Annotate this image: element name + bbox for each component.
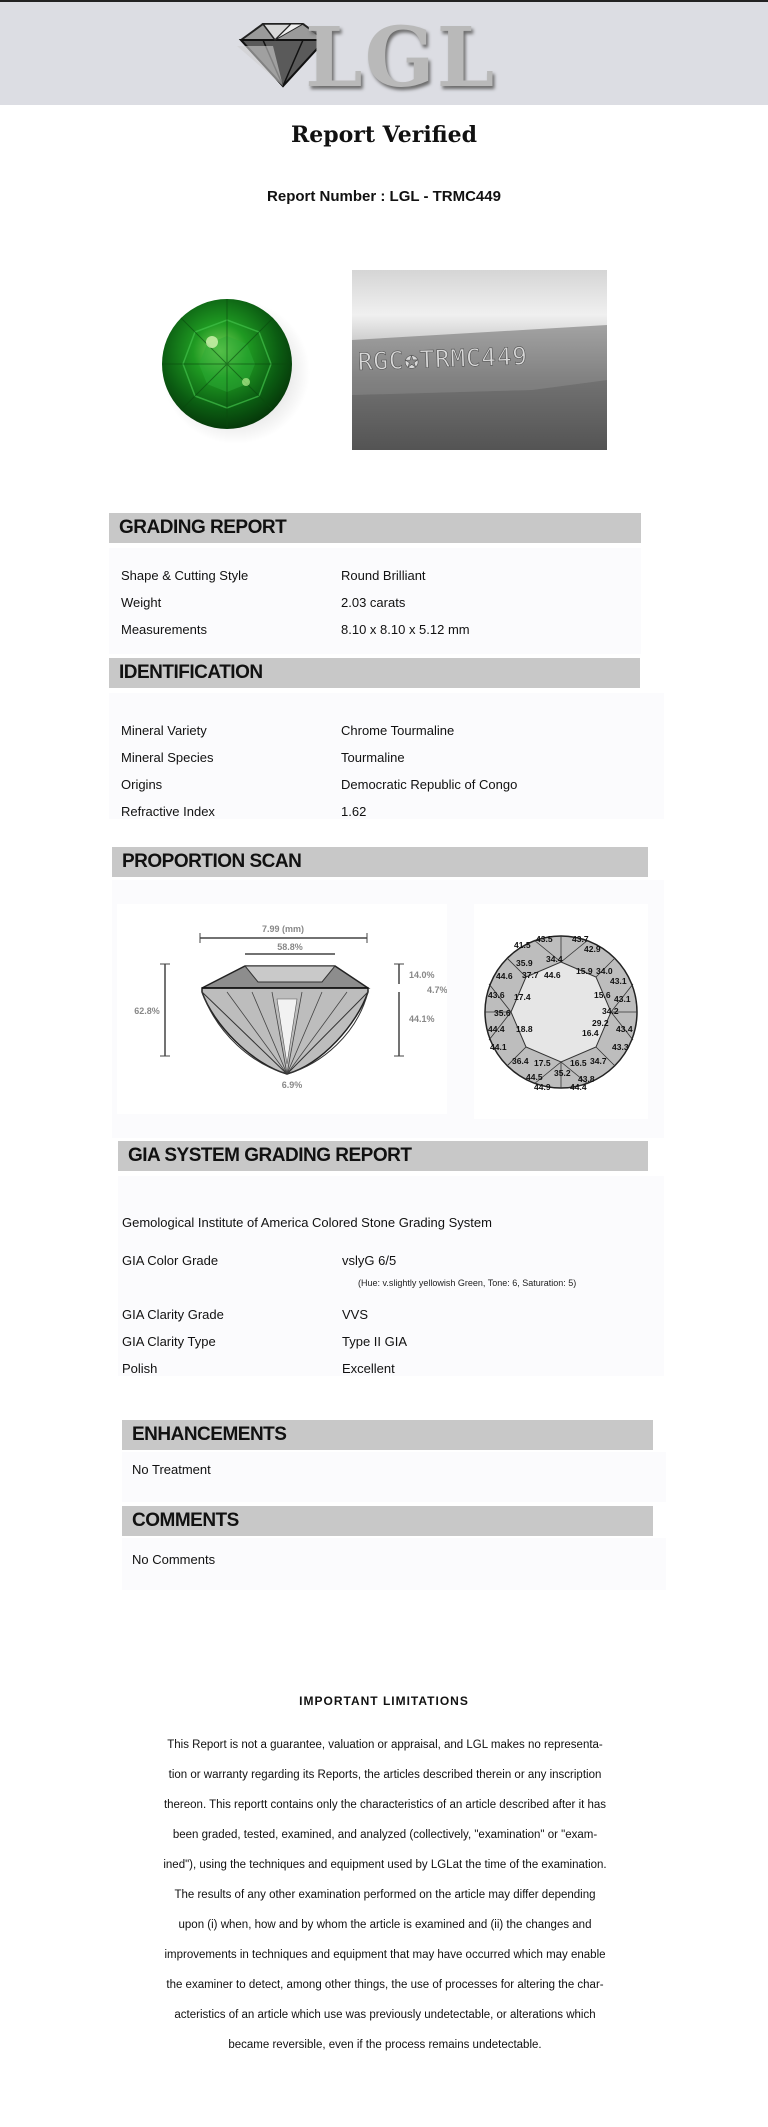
proportion-scan-card: [112, 880, 664, 1138]
row-label: GIA Clarity Grade: [122, 1307, 224, 1322]
crown-label: 14.0%: [409, 970, 435, 980]
facet-value-label: 44.9: [534, 1082, 551, 1092]
row-label: GIA Color Grade: [122, 1253, 219, 1268]
page-title: Report Verified: [290, 122, 478, 148]
row-value: 1.62: [341, 804, 367, 819]
facet-value-label: 44.4: [488, 1024, 505, 1034]
facet-value-label: 44.1: [490, 1042, 507, 1052]
row-label: GIA Clarity Type: [122, 1334, 216, 1349]
limitations-line: improvements in techniques and equipment that may have occurred which may enable: [164, 1949, 606, 1961]
comments-text: No Comments: [132, 1552, 216, 1567]
inscription-text: RGC✪TRMC449: [357, 342, 529, 376]
facet-value-label: 15.9: [576, 966, 593, 976]
facet-value-label: 16.5: [570, 1058, 587, 1068]
culet-label: 6.9%: [281, 1080, 303, 1090]
facet-value-label: 18.8: [516, 1024, 533, 1034]
facet-value-label: 17.4: [514, 992, 531, 1002]
row-label: Shape & Cutting Style: [121, 568, 249, 583]
facet-value-label: 36.4: [512, 1056, 529, 1066]
grading-report-card: [109, 548, 641, 654]
limitations-line: This Report is not a guarantee, valuation or appraisal, and LGL makes no representa-: [167, 1739, 603, 1751]
facet-value-label: 43.1: [610, 976, 627, 986]
facet-value-label: 34.2: [602, 1006, 619, 1016]
facet-value-label: 15.6: [594, 990, 611, 1000]
facet-value-label: 34.4: [546, 954, 563, 964]
facet-value-label: 35.9: [516, 958, 533, 968]
inscription-photo: [352, 270, 607, 450]
diameter-label: 7.99 (mm): [261, 924, 305, 934]
color-grade-note: (Hue: v.slightly yellowish Green, Tone: 6, Saturation: 5): [358, 1278, 577, 1288]
facet-value-label: 44.5: [526, 1072, 543, 1082]
row-value: Democratic Republic of Congo: [341, 777, 518, 792]
row-value: VVS: [342, 1307, 369, 1322]
enhancements-card: [122, 1452, 666, 1502]
limitations-line: tion or warranty regarding its Reports, the articles described therein or any inscription: [168, 1769, 602, 1781]
girdle-label: 4.7%: [427, 985, 447, 995]
facet-value-label: 43.4: [616, 1024, 633, 1034]
facet-value-label: 43.6: [488, 990, 505, 1000]
facet-value-label: 34.7: [590, 1056, 607, 1066]
enhancements-text: No Treatment: [132, 1462, 211, 1477]
facet-value-label: 35.6: [494, 1008, 511, 1018]
row-label: Refractive Index: [121, 804, 215, 819]
limitations-title: IMPORTANT LIMITATIONS: [299, 1694, 469, 1708]
limitations-line: upon (i) when, how and by whom the article is examined and (ii) the changes and: [178, 1919, 592, 1931]
pavilion-label: 44.1%: [409, 1014, 435, 1024]
limitations-line: The results of any other examination performed on the article may differ depending: [174, 1889, 596, 1901]
facet-value-label: 41.5: [514, 940, 531, 950]
row-value: Tourmaline: [341, 750, 405, 765]
comments-header: COMMENTS: [122, 1506, 653, 1536]
limitations-line: ined"), using the techniques and equipment used by LGLat the time of the examination.: [163, 1859, 607, 1871]
limitations-line: became reversible, even if the process remains undetectable.: [228, 2039, 542, 2051]
facet-value-label: 16.4: [582, 1028, 599, 1038]
row-value: Excellent: [342, 1361, 395, 1376]
top-view-diagram: [474, 904, 648, 1119]
identification-card: [109, 693, 664, 819]
proportion-scan-header: PROPORTION SCAN: [112, 847, 648, 877]
row-label: Measurements: [121, 622, 207, 637]
gemstone-photo: [136, 270, 324, 460]
total-depth-label: 62.8%: [134, 1006, 160, 1016]
row-value: Round Brilliant: [341, 568, 426, 583]
lgl-logo[interactable]: [233, 10, 497, 106]
limitations-line: thereon. This reportt contains only the characteristics of an article described after it has: [163, 1799, 607, 1811]
row-label: Origins: [121, 777, 163, 792]
row-label: Weight: [121, 595, 162, 610]
row-value: Chrome Tourmaline: [341, 723, 455, 738]
gia-report-header: GIA SYSTEM GRADING REPORT: [118, 1141, 648, 1171]
limitations-line: been graded, tested, examined, and analyzed (collectively, "examination" or "exam-: [172, 1829, 598, 1841]
row-value: 8.10 x 8.10 x 5.12 mm: [341, 622, 470, 637]
side-profile-diagram: [117, 904, 447, 1114]
facet-value-label: 29.2: [592, 1018, 609, 1028]
row-value: Type II GIA: [342, 1334, 408, 1349]
facet-value-label: 37.7: [522, 970, 539, 980]
facet-value-label: 43.5: [536, 934, 553, 944]
row-label: Polish: [122, 1361, 158, 1376]
facet-value-label: 43.3: [612, 1042, 629, 1052]
limitations-line: acteristics of an article which use was previously undetectable, or alterations which: [174, 2009, 596, 2021]
facet-value-label: 43.1: [614, 994, 631, 1004]
gia-report-card: [118, 1176, 664, 1376]
table-label: 58.8%: [277, 942, 303, 952]
comments-card: [122, 1538, 666, 1590]
row-label: Mineral Species: [121, 750, 214, 765]
facet-value-label: 43.7: [572, 934, 589, 944]
row-value: vslyG 6/5: [342, 1253, 397, 1268]
facet-value-label: 42.9: [584, 944, 601, 954]
logo-text: LGL: [305, 10, 497, 106]
grading-report-header: GRADING REPORT: [109, 513, 641, 543]
facet-value-label: 44.6: [496, 971, 513, 981]
report-number: Report Number : LGL - TRMC449: [267, 188, 501, 205]
header-bar: [0, 0, 768, 105]
facet-value-label: 44.6: [544, 970, 561, 980]
facet-value-label: 17.5: [534, 1058, 551, 1068]
facet-value-label: 34.0: [596, 966, 613, 976]
limitations-body: [120, 1730, 650, 2060]
row-label: Mineral Variety: [121, 723, 207, 738]
enhancements-header: ENHANCEMENTS: [122, 1420, 653, 1450]
facet-value-label: 43.8: [578, 1074, 595, 1084]
facet-value-label: 35.2: [554, 1068, 571, 1078]
gia-subtitle: Gemological Institute of America Colored Stone Grading System: [122, 1215, 492, 1230]
row-value: 2.03 carats: [341, 595, 406, 610]
facet-value-label: 44.4: [570, 1082, 587, 1092]
limitations-line: the examiner to detect, among other things, the use of processes for altering the char-: [166, 1979, 604, 1991]
identification-header: IDENTIFICATION: [109, 658, 640, 688]
